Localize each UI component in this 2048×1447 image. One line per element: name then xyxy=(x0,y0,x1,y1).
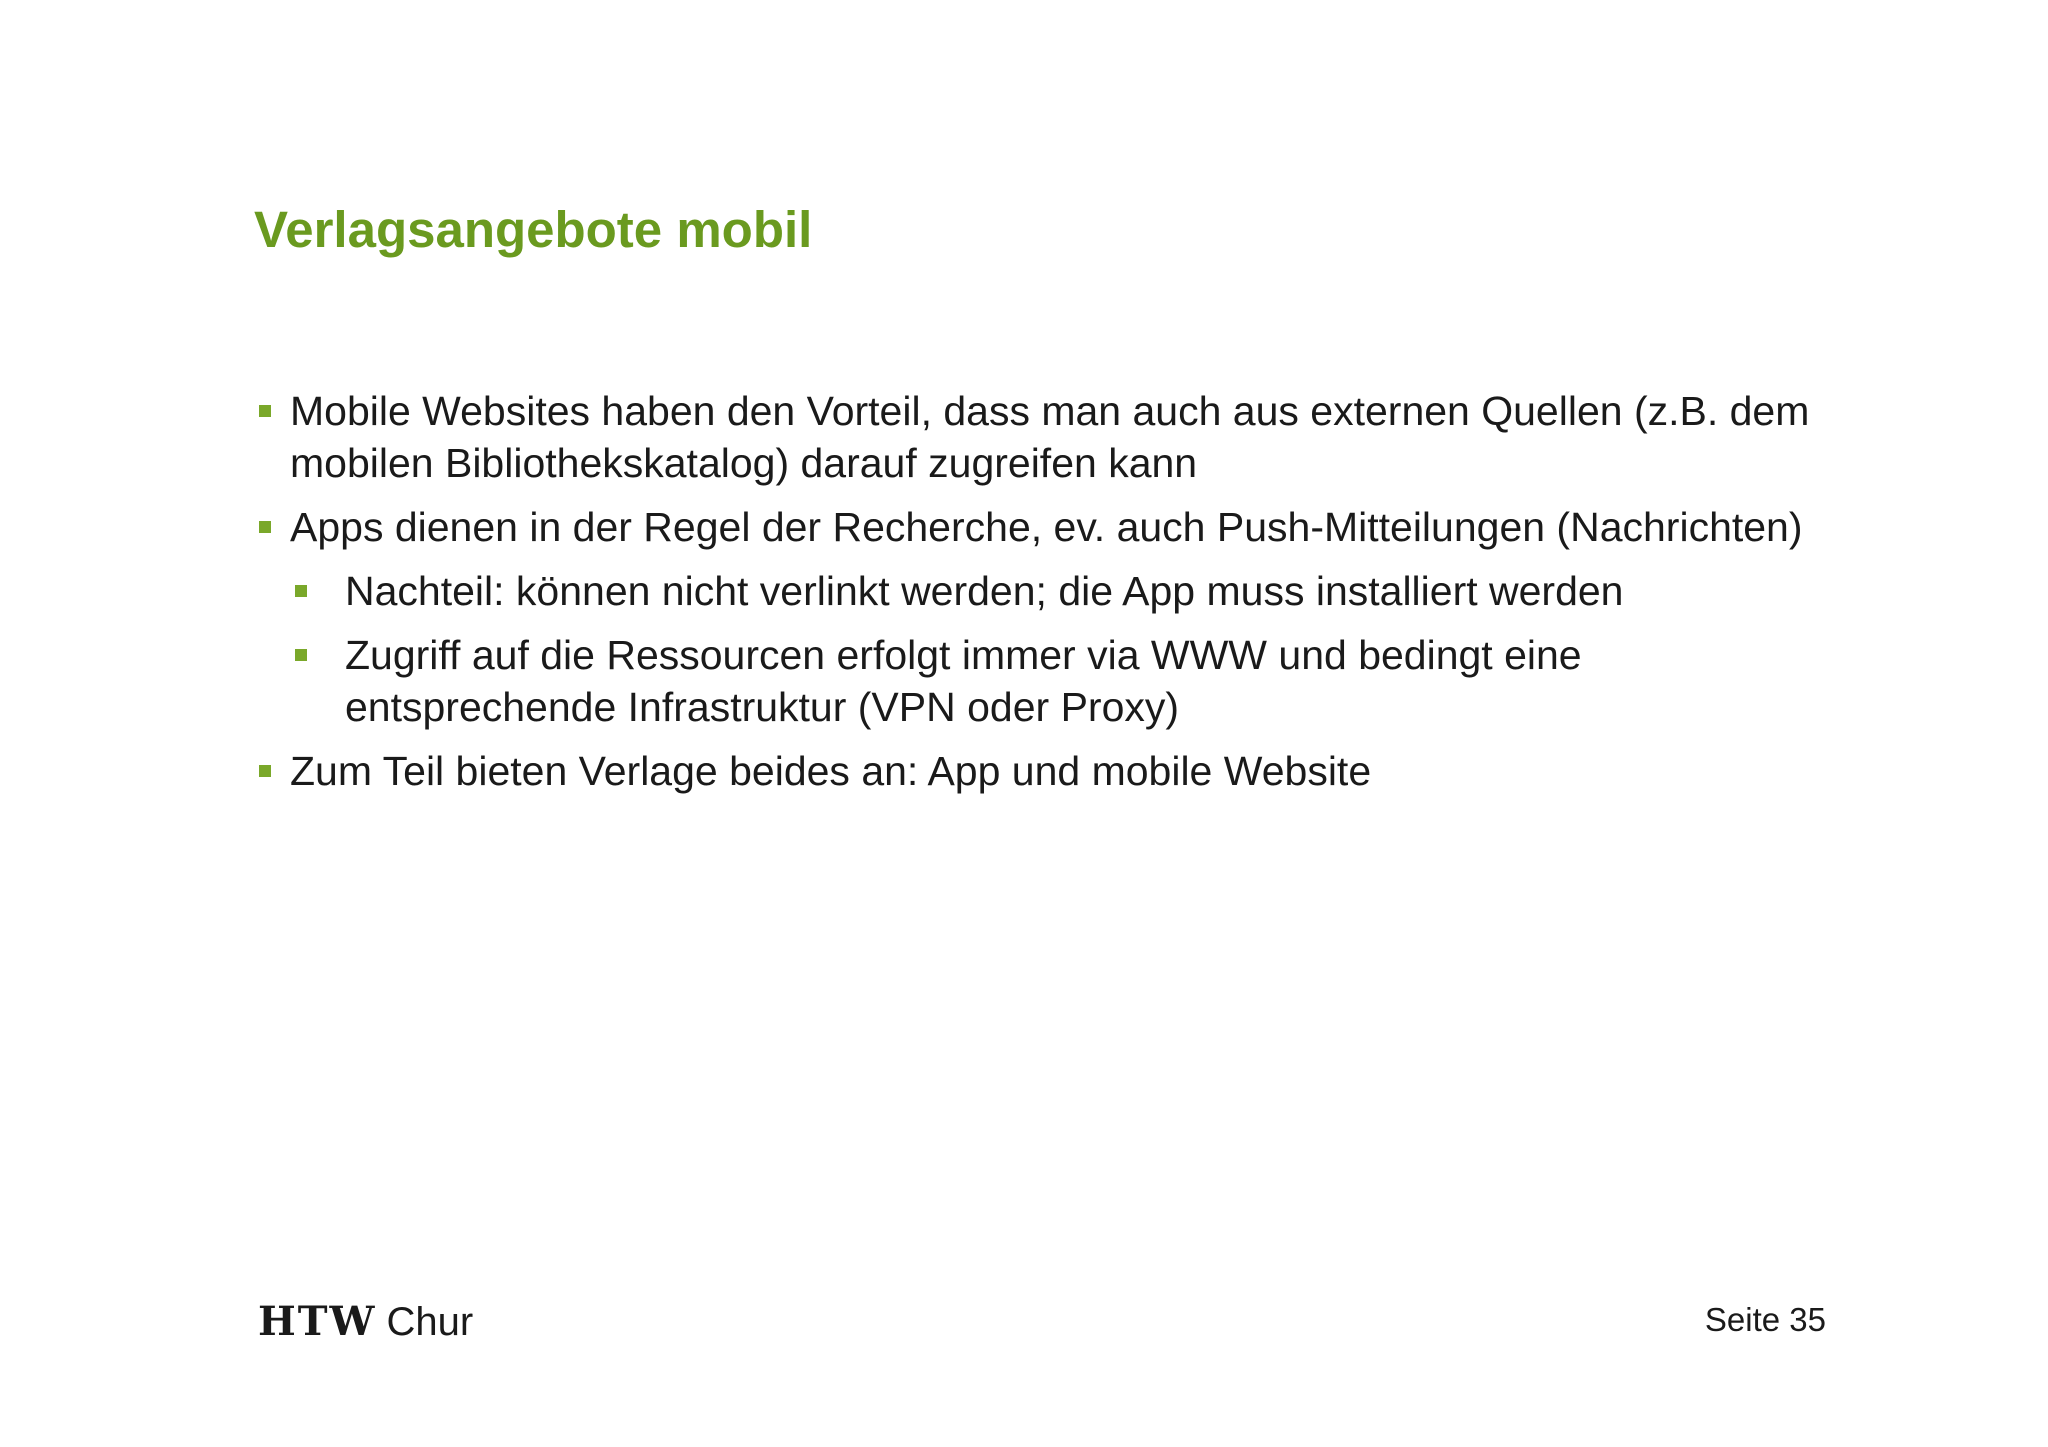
bullet-list xyxy=(254,385,1814,809)
sub-bullet-text: Nachteil: können nicht verlinkt werden; die App muss installiert werden xyxy=(345,568,1624,614)
bullet-item xyxy=(254,385,1814,489)
square-bullet-icon xyxy=(259,405,271,417)
logo-light-text: Chur xyxy=(386,1300,474,1344)
sub-bullet-item xyxy=(254,565,1814,617)
bullet-item xyxy=(254,745,1814,797)
slide-title: Verlagsangebote mobil xyxy=(254,201,813,258)
sub-bullet-item xyxy=(254,629,1814,733)
square-bullet-icon xyxy=(295,649,307,661)
logo-bold-text: HTW xyxy=(258,1298,377,1345)
square-bullet-icon xyxy=(259,521,271,533)
bullet-text: Zum Teil bieten Verlage beides an: App und mobile Website xyxy=(290,748,1372,794)
square-bullet-icon xyxy=(295,585,307,597)
bullet-item xyxy=(254,501,1814,553)
page-number: Seite 35 xyxy=(1704,1301,1826,1338)
bullet-text: Mobile Websites haben den Vorteil, dass man auch aus externen Quellen (z.B. dem mobilen Bibliothekskatalog) darauf zugreifen kann xyxy=(290,388,1810,486)
sub-bullet-text: Zugriff auf die Ressourcen erfolgt immer via WWW und bedingt eine entsprechende Infrastruktur (VPN oder Proxy) xyxy=(345,632,1582,730)
htw-chur-logo xyxy=(258,1298,473,1346)
square-bullet-icon xyxy=(259,765,271,777)
bullet-text: Apps dienen in der Regel der Recherche, ev. auch Push-Mitteilungen (Nachrichten) xyxy=(290,504,1803,550)
